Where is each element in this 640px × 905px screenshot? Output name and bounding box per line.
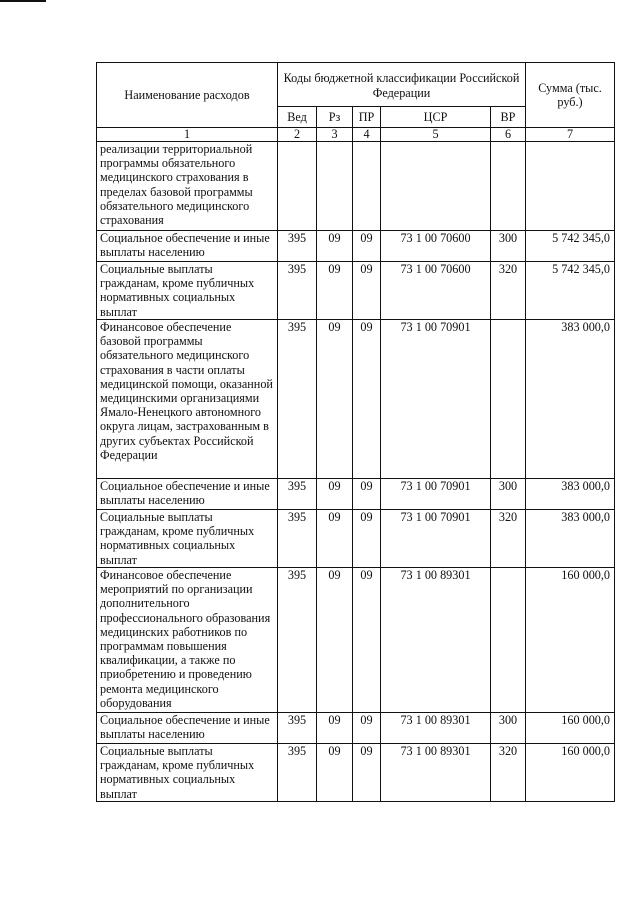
column-numbers-row <box>97 128 615 142</box>
budget-table <box>96 62 615 802</box>
row-name: Социальное обеспечение и иные выплаты населению <box>97 231 278 262</box>
row-csr: 73 1 00 70600 <box>381 262 491 320</box>
row-ved: 395 <box>278 744 317 802</box>
row-rz: 09 <box>317 320 353 479</box>
row-pr <box>353 142 381 231</box>
row-sum: 160 000,0 <box>526 744 615 802</box>
table-row <box>97 262 615 320</box>
row-csr: 73 1 00 70901 <box>381 320 491 479</box>
row-name: Социальные выплаты гражданам, кроме публичных нормативных социальных выплат <box>97 744 278 802</box>
row-ved: 395 <box>278 713 317 744</box>
row-vr: 320 <box>491 744 526 802</box>
table-row <box>97 231 615 262</box>
row-csr: 73 1 00 70901 <box>381 479 491 510</box>
row-name: Социальное обеспечение и иные выплаты населению <box>97 479 278 510</box>
table-row <box>97 510 615 568</box>
row-sum: 5 742 345,0 <box>526 262 615 320</box>
row-csr <box>381 142 491 231</box>
column-number: 4 <box>353 128 381 142</box>
row-rz: 09 <box>317 479 353 510</box>
row-vr: 300 <box>491 713 526 744</box>
column-number: 3 <box>317 128 353 142</box>
row-pr: 09 <box>353 713 381 744</box>
column-number: 6 <box>491 128 526 142</box>
header-csr: ЦСР <box>381 107 491 128</box>
row-pr: 09 <box>353 510 381 568</box>
corner-mark <box>0 0 46 2</box>
row-ved: 395 <box>278 479 317 510</box>
row-pr: 09 <box>353 568 381 713</box>
table-row <box>97 568 615 713</box>
row-rz <box>317 142 353 231</box>
row-pr: 09 <box>353 262 381 320</box>
row-ved: 395 <box>278 320 317 479</box>
header-sum: Сумма (тыс. руб.) <box>526 63 615 128</box>
row-pr: 09 <box>353 231 381 262</box>
header-rz: Рз <box>317 107 353 128</box>
row-ved <box>278 142 317 231</box>
row-csr: 73 1 00 70901 <box>381 510 491 568</box>
row-pr: 09 <box>353 320 381 479</box>
row-sum: 160 000,0 <box>526 713 615 744</box>
row-csr: 73 1 00 89301 <box>381 713 491 744</box>
row-vr <box>491 142 526 231</box>
row-rz: 09 <box>317 713 353 744</box>
row-sum: 160 000,0 <box>526 568 615 713</box>
row-csr: 73 1 00 89301 <box>381 744 491 802</box>
row-vr: 320 <box>491 262 526 320</box>
row-sum: 383 000,0 <box>526 510 615 568</box>
column-number: 1 <box>97 128 278 142</box>
row-rz: 09 <box>317 231 353 262</box>
header-vr: ВР <box>491 107 526 128</box>
row-vr <box>491 568 526 713</box>
row-pr: 09 <box>353 744 381 802</box>
row-name: реализации территориальной программы обязательного медицинского страхования в пределах базовой программы обязательного медицинского страхования <box>97 142 278 231</box>
row-ved: 395 <box>278 510 317 568</box>
row-name: Социальные выплаты гражданам, кроме публичных нормативных социальных выплат <box>97 510 278 568</box>
column-number: 2 <box>278 128 317 142</box>
row-csr: 73 1 00 89301 <box>381 568 491 713</box>
row-sum: 383 000,0 <box>526 320 615 479</box>
row-sum <box>526 142 615 231</box>
row-rz: 09 <box>317 262 353 320</box>
row-csr: 73 1 00 70600 <box>381 231 491 262</box>
row-rz: 09 <box>317 744 353 802</box>
table-row <box>97 320 615 479</box>
table-row <box>97 479 615 510</box>
header-ved: Вед <box>278 107 317 128</box>
row-pr: 09 <box>353 479 381 510</box>
row-ved: 395 <box>278 262 317 320</box>
row-sum: 5 742 345,0 <box>526 231 615 262</box>
header-codes: Коды бюджетной классификации Российской Федерации <box>278 63 526 107</box>
table-row <box>97 713 615 744</box>
row-name: Социальное обеспечение и иные выплаты населению <box>97 713 278 744</box>
column-number: 5 <box>381 128 491 142</box>
row-vr <box>491 320 526 479</box>
row-rz: 09 <box>317 568 353 713</box>
row-vr: 300 <box>491 231 526 262</box>
row-ved: 395 <box>278 568 317 713</box>
column-number: 7 <box>526 128 615 142</box>
row-rz: 09 <box>317 510 353 568</box>
header-pr: ПР <box>353 107 381 128</box>
row-vr: 300 <box>491 479 526 510</box>
row-ved: 395 <box>278 231 317 262</box>
header-name: Наименование расходов <box>97 63 278 128</box>
row-vr: 320 <box>491 510 526 568</box>
table-row <box>97 142 615 231</box>
row-name: Социальные выплаты гражданам, кроме публичных нормативных социальных выплат <box>97 262 278 320</box>
row-name: Финансовое обеспечение базовой программы обязательного медицинского страхования в части оплаты медицинской помощи, оказанной медицинскими организациями Ямало-Ненецкого автономного округа лицам, застрахованным в других субъектах Российской Федерации <box>97 320 278 479</box>
row-name: Финансовое обеспечение мероприятий по организации дополнительного профессионального образования медицинских работников по программам повышения квалификации, а также по приобретению и проведению ремонта медицинского оборудования <box>97 568 278 713</box>
row-sum: 383 000,0 <box>526 479 615 510</box>
table-row <box>97 744 615 802</box>
